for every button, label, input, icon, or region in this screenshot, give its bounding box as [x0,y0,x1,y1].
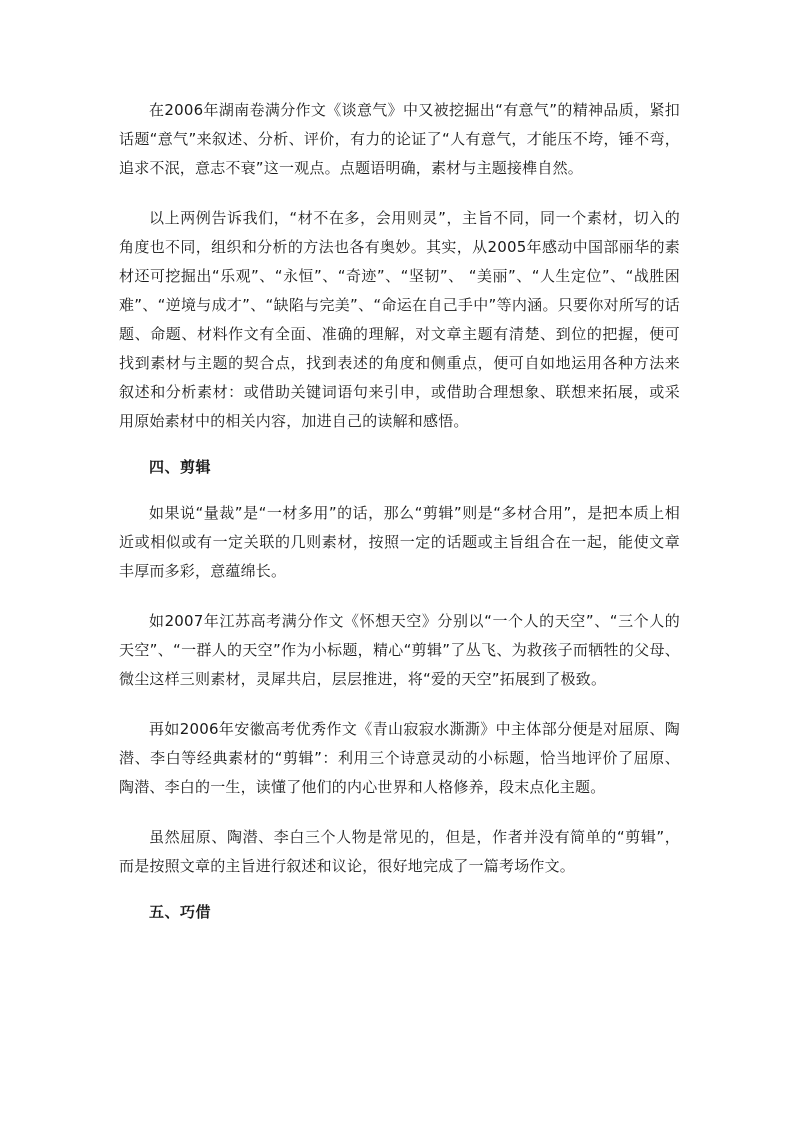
section-heading-borrowing: 五、巧借 [149,903,212,921]
paragraph-jiangsu-essay: 如2007年江苏高考满分作文《怀想天空》分别以“一个人的天空”、“三个人的天空”、“一群人的天空”作为小标题，精心“剪辑”了丛飞、为救孩子而牺牲的父母、微尘这样三则素材，灵犀共启，层层推进，将“爱的天空”拓展到了极致。 [119,612,680,688]
paragraph-editing-definition: 如果说“量裁”是“一材多用”的话，那么“剪辑”则是“多材合用”，是把本质上相近或相似或有一定关联的几则素材，按照一定的话题或主旨组合在一起，能使文章丰厚而多彩，意蕴绵长。 [119,504,680,580]
paragraph-hunan-essay: 在2006年湖南卷满分作文《谈意气》中又被挖掘出“有意气”的精神品质，紧扣话题“意气”来叙述、分析、评价，有力的论证了“人有意气，才能压不垮，锤不弯，追求不泯，意志不衰”这一观点。点题语明确，素材与主题接榫自然。 [119,101,680,177]
document-body [119,96,680,927]
section-heading-editing: 四、剪辑 [149,458,212,476]
paragraph-two-examples: 以上两例告诉我们，“材不在多，会用则灵”，主旨不同，同一个素材，切入的角度也不同，组织和分析的方法也各有奥妙。其实，从2005年感动中国部丽华的素材还可挖掘出“乐观”、“永恒”、“奇迹”、“坚韧”、 “美丽”、“人生定位”、“战胜困难”、“逆境与成才”、“缺陷与完美”、“命运在自己手中”等内涵。只要你对所写的话题、命题、材料作文有全面、准确的理解，对文章主题有清楚、到位的把握，便可找到素材与主题的契合点，找到表述的角度和侧重点，便可自如地运用各种方法来叙述和分析素材：或借助关键词语句来引申，或借助合理想象、联想来拓展，或采用原始素材中的相关内容，加进自己的读解和感悟。 [119,209,680,430]
paragraph-conclusion: 虽然屈原、陶潜、李白三个人物是常见的，但是，作者并没有简单的“剪辑”，而是按照文章的主旨进行叙述和议论，很好地完成了一篇考场作文。 [119,828,680,875]
paragraph-anhui-essay: 再如2006年安徽高考优秀作文《青山寂寂水澌澌》中主体部分便是对屈原、陶潜、李白等经典素材的“剪辑”：利用三个诗意灵动的小标题，恰当地评价了屈原、陶潜、李白的一生，读懂了他们的内心世界和人格修养，段末点化主题。 [119,720,680,796]
